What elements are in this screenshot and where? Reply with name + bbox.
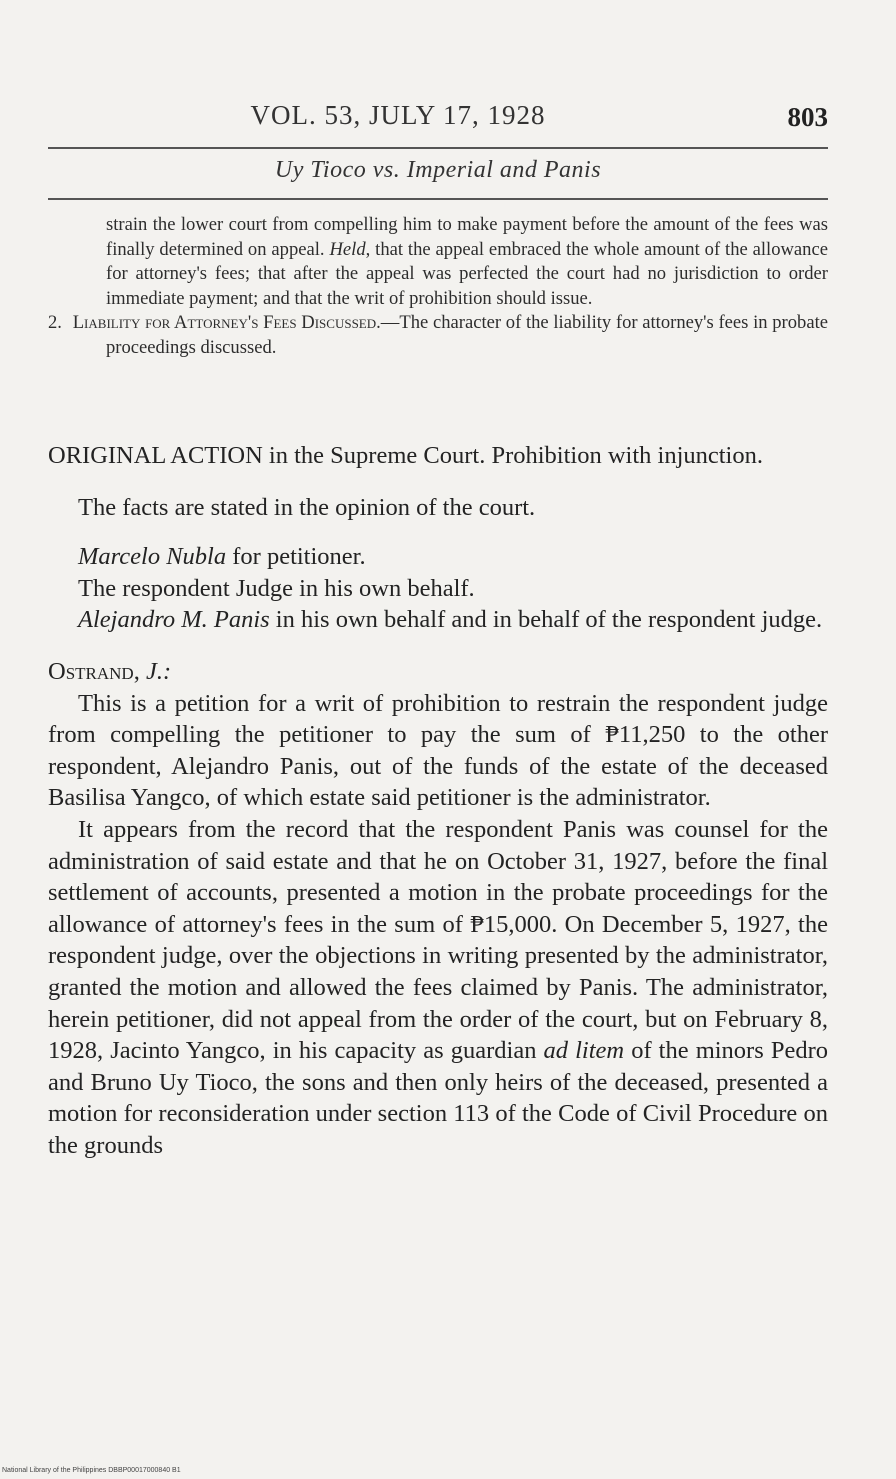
syllabus-item-number: 2. <box>48 312 62 333</box>
paragraph-2 <box>48 814 828 1162</box>
counsel-role: for petitioner. <box>226 543 366 571</box>
counsel-petitioner <box>48 541 828 573</box>
syllabus-item-1-continuation <box>48 213 828 311</box>
opinion-author <box>48 656 828 688</box>
syllabus-text-a: strain the lower court from compelling him to make payment before the amount of the fees was finally determined on appeal. <box>106 214 828 260</box>
volume-date: VOL. 53, JULY 17, 1928 <box>250 100 546 130</box>
paragraph-2-text-a: It appears from the record that the respondent Panis was counsel for the administration of said estate and that he on October 31, 1927, before the final settlement of accounts, presented a motion in the probate proceedings for the allowance of attorney's fees in the sum of ₱15,000. On December 5, 1927, the respondent judge, over the objections in writing presented by the administrator, granted the motion and allowed the fees claimed by Panis. The administrator, herein petitioner, did not appeal from the order of the court, but on February 8, 1928, Jacinto Yangco, in his capacity as guardian <box>48 815 828 1065</box>
counsel-role: in his own behalf and in behalf of the respondent judge. <box>269 606 823 634</box>
action-heading: ORIGINAL ACTION in the Supreme Court. Prohibition with injunction. <box>48 442 763 469</box>
paragraph-2-text-b: of the minors Pedro and Bruno Uy Tioco, the sons and then only heirs of the deceased, presented a motion for reconsideration under section 113 of the Code of Civil Procedure on the grounds <box>48 1037 828 1159</box>
running-head <box>48 100 828 140</box>
syllabus-item-heading: Liability for Attorney's Fees Discussed. <box>72 312 381 333</box>
author-suffix: J.: <box>139 657 172 685</box>
paragraph-1: This is a petition for a writ of prohibition to restrain the respondent judge from compelling the petitioner to pay the sum of ₱11,250 to the other respondent, Alejandro Panis, out of the funds of the estate of the deceased Basilisa Yangco, of which estate said petitioner is the administrator. <box>48 689 828 812</box>
held-label: Held <box>329 238 366 260</box>
counsel-respondent-panis <box>48 604 828 636</box>
syllabus-text-b: , that the appeal embraced the whole amount of the allowance for attorney's fees; that after the appeal was perfected the court had no jurisdiction to order immediate payment; and that the writ of prohibition should issue. <box>106 238 828 309</box>
counsel-name: Alejandro M. Panis <box>78 606 270 634</box>
syllabus-item-2 <box>48 311 828 360</box>
header-rule-bottom <box>48 198 828 200</box>
scan-credit: National Library of the Philippines DBBP00017000840 B1 <box>2 1467 181 1474</box>
case-title: Uy Tioco vs. Imperial and Panis <box>274 157 602 183</box>
paragraph-2-italic: ad litem <box>543 1037 625 1065</box>
counsel-name: Marcelo Nubla <box>78 543 227 571</box>
author-name: Ostrand, <box>48 657 140 685</box>
header-rule-top <box>48 147 828 149</box>
syllabus <box>48 213 828 360</box>
opinion-body <box>48 440 828 1161</box>
page-number: 803 <box>787 102 828 132</box>
facts-statement: The facts are stated in the opinion of the court. <box>78 493 536 521</box>
syllabus-item-text: —The character of the liability for attorney's fees in probate proceedings discussed. <box>106 312 828 358</box>
counsel-respondent-judge: The respondent Judge in his own behalf. <box>78 574 475 602</box>
